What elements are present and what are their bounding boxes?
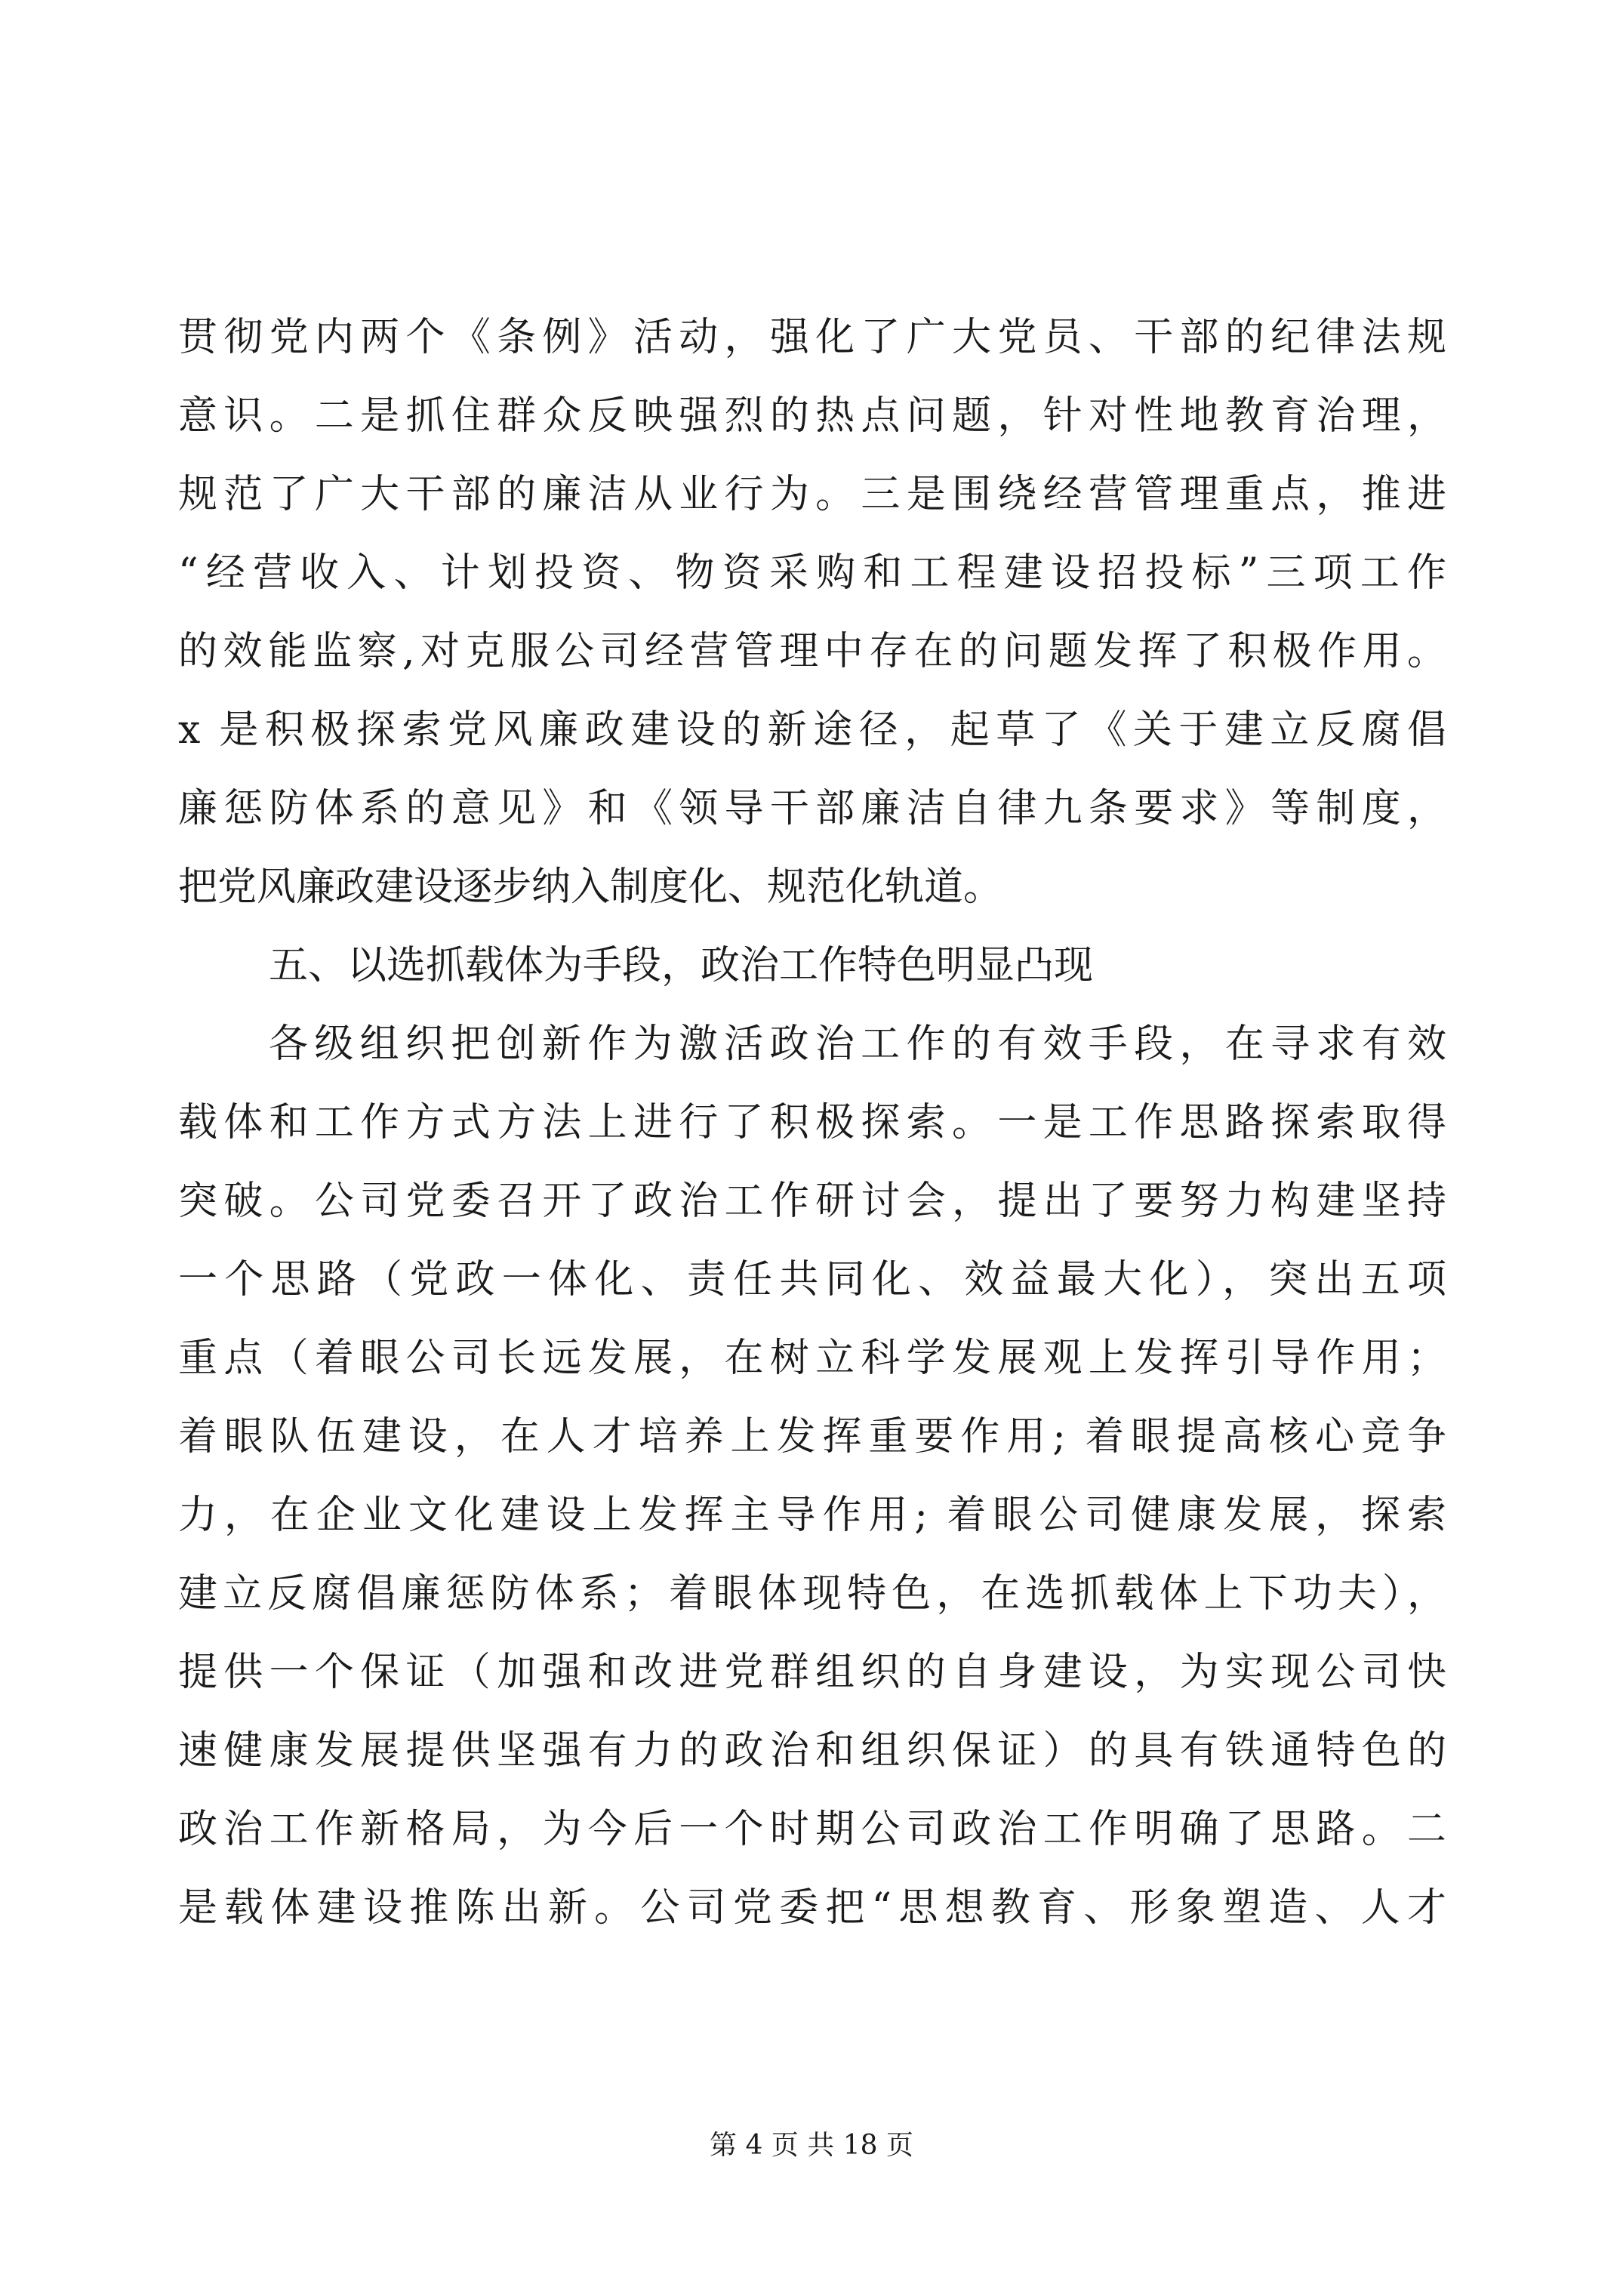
text-line: 一个思路（党政一体化、责任共同化、效益最大化），突出五项 <box>178 1257 1446 1302</box>
text-line: x 是积极探索党风廉政建设的新途径，起草了《关于建立反腐倡 <box>178 707 1446 753</box>
text-line: 载体和工作方式方法上进行了积极探索。一是工作思路探索取得 <box>178 1100 1446 1145</box>
text-line: 着眼队伍建设，在人才培养上发挥重要作用; 着眼提高核心竞争 <box>178 1414 1446 1459</box>
text-line: 贯彻党内两个《条例》活动，强化了广大党员、干部的纪律法规 <box>178 315 1446 360</box>
text-line: 五、以选抓载体为手段，政治工作特色明显凸现 <box>269 943 1094 988</box>
text-line: 廉惩防体系的意见》和《领导干部廉洁自律九条要求》等制度， <box>178 786 1446 831</box>
text-line: 政治工作新格局，为今后一个时期公司政治工作明确了思路。二 <box>178 1807 1446 1852</box>
text-line: 是载体建设推陈出新。公司党委把“思想教育、形象塑造、人才 <box>178 1885 1446 1931</box>
text-line: 建立反腐倡廉惩防体系；着眼体现特色，在选抓载体上下功夫）， <box>178 1571 1446 1616</box>
text-line: 重点（着眼公司长远发展，在树立科学发展观上发挥引导作用； <box>178 1336 1446 1381</box>
text-line: 各级组织把创新作为激活政治工作的有效手段，在寻求有效 <box>269 1022 1446 1067</box>
text-line: 意识。二是抓住群众反映强烈的热点问题，针对性地教育治理， <box>178 393 1446 439</box>
text-line: 规范了广大干部的廉洁从业行为。三是围绕经营管理重点，推进 <box>178 472 1446 517</box>
page-footer: 第 4 页 共 18 页 <box>710 2130 913 2161</box>
text-line: 突破。公司党委召开了政治工作研讨会，提出了要努力构建坚持 <box>178 1179 1446 1224</box>
text-line: 速健康发展提供坚强有力的政治和组织保证）的具有铁通特色的 <box>178 1728 1446 1774</box>
text-line: “经营收入、计划投资、物资采购和工程建设招投标”三项工作 <box>178 550 1446 596</box>
text-line: 力，在企业文化建设上发挥主导作用; 着眼公司健康发展，探索 <box>178 1493 1446 1538</box>
document-body <box>178 298 1446 1947</box>
text-line: 把党风廉政建设逐步纳入制度化、规范化轨道。 <box>178 864 1003 910</box>
text-line: 提供一个保证（加强和改进党群组织的自身建设，为实现公司快 <box>178 1650 1446 1695</box>
text-line: 的效能监察,对克服公司经营管理中存在的问题发挥了积极作用。 <box>178 629 1446 674</box>
